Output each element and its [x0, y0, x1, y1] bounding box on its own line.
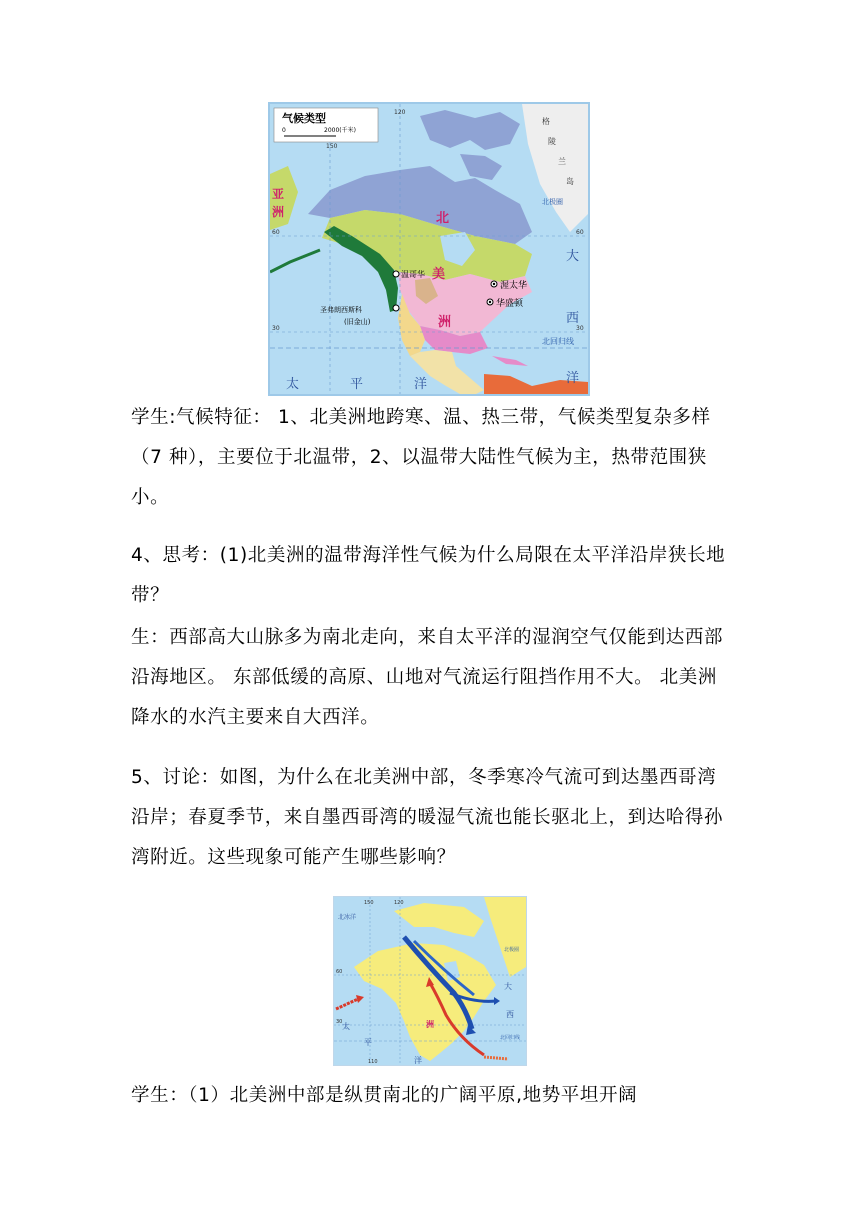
vancouver-label: 温哥华	[401, 270, 425, 279]
map2-arctic-label: 北极圈	[504, 947, 520, 953]
paragraph-climate-features: 学生:气候特征： 1、北美洲地跨寒、温、热三带，气候类型复杂多样（7 种），主要位于北温带，2、以温带大陆性气候为主，热带范围狭小。	[131, 407, 711, 508]
map2-atlantic-2: 西	[506, 1010, 514, 1019]
map2-pacific-1: 太	[342, 1022, 350, 1031]
pacific-char-3: 洋	[414, 377, 428, 392]
lon-120-label: 120	[394, 109, 406, 116]
lat-30-label-left: 30	[272, 325, 280, 332]
legend-title: 气候类型	[282, 112, 326, 125]
climate-map-graphic	[270, 104, 588, 394]
pacific-char-1: 太	[286, 377, 300, 392]
pacific-char-2: 平	[350, 377, 364, 392]
lat-30-label-right: 30	[576, 325, 584, 332]
san-francisco-alt-label: (旧金山)	[344, 318, 371, 326]
san-francisco-marker	[393, 305, 399, 311]
map2-atlantic-1: 大	[504, 982, 512, 991]
map2-ocean-bottom: 洋	[414, 1056, 422, 1065]
greenland-char-1: 格	[542, 117, 550, 126]
scale-zero: 0	[282, 127, 286, 134]
na-char-3: 洲	[438, 315, 452, 330]
atlantic-char-3: 洋	[566, 371, 580, 386]
washington-marker-dot	[489, 301, 491, 303]
na-char-1: 北	[436, 211, 450, 226]
na-char-2: 美	[432, 267, 446, 282]
map2-lon-120-label: 120	[394, 900, 404, 906]
map2-lat-30-label: 30	[336, 1019, 343, 1025]
san-francisco-label: 圣弗朗西斯科	[320, 306, 362, 314]
atlantic-char-2: 西	[566, 311, 580, 326]
greenland-char-3: 兰	[558, 157, 566, 166]
lat-60-label-left: 60	[272, 229, 280, 236]
ottawa-label: 渥太华	[500, 281, 528, 291]
vancouver-marker	[393, 271, 399, 277]
lat-60-label-right: 60	[576, 229, 584, 236]
ottawa-marker-dot	[493, 283, 495, 285]
paragraph-discussion-5: 5、讨论：如图，为什么在北美洲中部，冬季寒冷气流可到达墨西哥湾沿岸；春夏季节，来自墨西哥湾的暖湿气流也能长驱北上，到达哈得孙湾附近。这些现象可能产生哪些影响？	[131, 767, 724, 868]
map2-lon-110-label: 110	[368, 1059, 378, 1065]
lon-150-label: 150	[326, 143, 338, 150]
tropic-label: 北回归线	[542, 337, 574, 346]
climate-type-map	[268, 102, 590, 396]
greenland-char-4: 岛	[566, 177, 574, 186]
map2-tropic-label: 北回归线	[500, 1035, 521, 1041]
greenland-char-2: 陵	[548, 137, 556, 146]
arctic-circle-label: 北极圈	[542, 198, 563, 206]
map2-lat-60-label: 60	[336, 969, 343, 975]
airflow-map-graphic	[334, 897, 526, 1065]
asia-char-1: 亚	[272, 187, 285, 201]
map2-pacific-2: 平	[364, 1038, 372, 1047]
washington-label: 华盛顿	[496, 299, 524, 309]
airflow-map	[333, 896, 527, 1066]
paragraph-answer-4: 生：西部高大山脉多为南北走向，来自太平洋的湿润空气仅能到达西部沿海地区。 东部低缓的高原、山地对气流运行阻挡作用不大。 北美洲降水的水汽主要来自大西洋。	[131, 627, 724, 728]
scale-value: 2000(千米)	[324, 127, 356, 134]
map2-arctic-ocean: 北冰洋	[338, 914, 357, 921]
map2-lon-150-label: 150	[364, 900, 374, 906]
paragraph-question-4: 4、思考：(1)北美洲的温带海洋性气候为什么局限在太平洋沿岸狭长地带？	[131, 545, 726, 606]
asia-char-2: 洲	[272, 205, 285, 219]
atlantic-char-1: 大	[566, 249, 580, 264]
map2-continent-char: 洲	[426, 1020, 434, 1029]
paragraph-answer-5: 学生：（1）北美洲中部是纵贯南北的广阔平原,地势平坦开阔	[131, 1085, 638, 1106]
